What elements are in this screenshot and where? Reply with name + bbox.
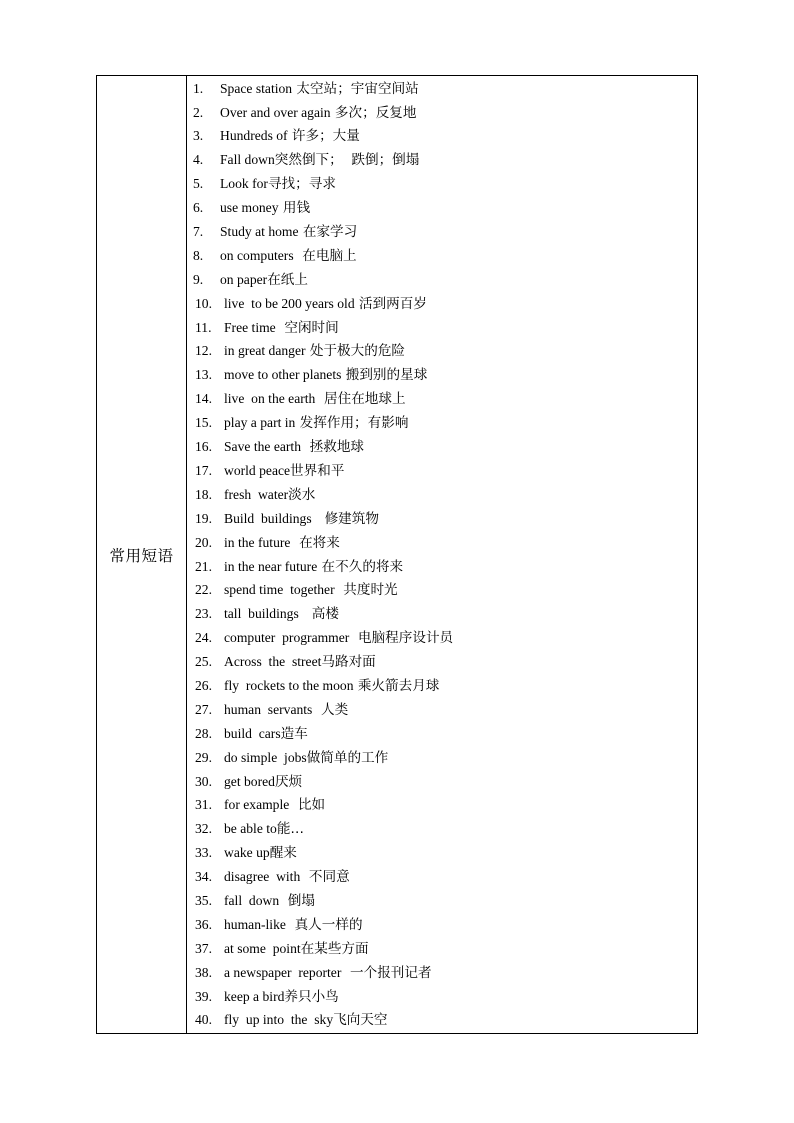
chinese-translation: 在某些方面 — [300, 940, 369, 957]
item-number: 23. — [195, 606, 212, 622]
english-phrase: be able to — [224, 821, 277, 837]
english-phrase: Build buildings — [224, 510, 312, 526]
list-item — [187, 602, 697, 626]
item-number: 30. — [195, 773, 212, 789]
item-number: 15. — [195, 415, 212, 431]
chinese-translation: 醒来 — [269, 845, 297, 862]
list-item — [187, 626, 697, 650]
chinese-translation: 拯救地球 — [301, 439, 365, 456]
item-number: 18. — [195, 486, 212, 502]
english-phrase: at some point — [224, 940, 301, 956]
chinese-translation: 养只小鸟 — [284, 988, 339, 1005]
list-item — [187, 292, 697, 316]
list-item — [187, 889, 697, 913]
english-phrase: build cars — [224, 725, 281, 741]
english-phrase: Hundreds of — [220, 128, 288, 144]
item-number: 9. — [193, 271, 204, 287]
english-phrase: in great danger — [224, 343, 306, 359]
item-number: 25. — [195, 654, 212, 670]
list-item — [187, 387, 697, 411]
item-number: 6. — [193, 200, 204, 216]
item-number: 21. — [195, 558, 212, 574]
chinese-translation: 在电脑上 — [293, 247, 357, 264]
chinese-translation: 人类 — [312, 701, 349, 718]
list-item — [187, 148, 697, 172]
chinese-translation: 比如 — [289, 797, 326, 814]
item-number: 12. — [195, 343, 212, 359]
english-phrase: on paper — [220, 271, 268, 287]
chinese-translation: 厌烦 — [274, 773, 303, 790]
item-number: 39. — [195, 988, 212, 1004]
chinese-translation: 居住在地球上 — [315, 391, 406, 408]
item-number: 22. — [195, 582, 212, 598]
list-item — [187, 411, 697, 435]
english-phrase: Save the earth — [224, 439, 301, 455]
chinese-translation: 能… — [276, 821, 305, 838]
chinese-translation: 电脑程序设计员 — [349, 630, 454, 647]
list-item — [187, 172, 697, 196]
chinese-translation: 造车 — [280, 725, 308, 742]
chinese-translation: 许多；大量 — [287, 128, 360, 145]
item-number: 14. — [195, 391, 212, 407]
item-number: 13. — [195, 367, 212, 383]
list-item — [187, 507, 697, 531]
item-number: 5. — [193, 176, 204, 192]
chinese-translation: 在不久的将来 — [317, 558, 404, 575]
english-phrase: Study at home — [220, 224, 299, 240]
item-number: 35. — [195, 892, 212, 908]
list-item — [187, 483, 697, 507]
item-number: 8. — [193, 247, 204, 263]
list-item — [187, 961, 697, 985]
chinese-translation: 在家学习 — [298, 224, 358, 241]
list-item — [187, 674, 697, 698]
item-number: 24. — [195, 630, 212, 646]
chinese-translation: 用钱 — [278, 200, 311, 217]
english-phrase: disagree with — [224, 869, 301, 885]
chinese-translation: 空闲时间 — [275, 319, 339, 336]
item-number: 3. — [193, 128, 204, 144]
list-item — [187, 650, 697, 674]
chinese-translation: 搬到别的星球 — [341, 367, 428, 384]
english-phrase: fly rockets to the moon — [224, 677, 354, 693]
item-number: 1. — [193, 80, 204, 96]
item-number: 17. — [195, 462, 212, 478]
english-phrase: live on the earth — [224, 391, 316, 407]
item-number: 31. — [195, 797, 212, 813]
english-phrase: Fall down — [220, 152, 275, 168]
chinese-translation: 乘火箭去月球 — [353, 677, 440, 694]
item-number: 34. — [195, 869, 212, 885]
english-phrase: fresh water — [224, 486, 289, 502]
list-item — [187, 865, 697, 889]
list-item — [187, 722, 697, 746]
list-item — [187, 698, 697, 722]
category-label: 常用短语 — [97, 76, 187, 1034]
list-item — [187, 268, 697, 292]
chinese-translation: 做简单的工作 — [306, 749, 389, 766]
list-item — [187, 101, 697, 125]
item-number: 11. — [195, 319, 212, 335]
item-number: 37. — [195, 940, 212, 956]
english-phrase: in the future — [224, 534, 291, 550]
english-phrase: Space station — [220, 80, 293, 96]
phrase-table — [96, 75, 698, 1034]
list-item — [187, 793, 697, 817]
chinese-translation: 真人一样的 — [285, 916, 363, 933]
list-item — [187, 817, 697, 841]
chinese-translation: 发挥作用；有影响 — [295, 415, 409, 432]
list-item — [187, 196, 697, 220]
list-item — [187, 746, 697, 770]
item-number: 19. — [195, 510, 212, 526]
chinese-translation: 淡水 — [288, 486, 316, 503]
list-item — [187, 316, 697, 340]
english-phrase: Free time — [224, 319, 276, 335]
english-phrase: in the near future — [224, 558, 318, 574]
item-number: 20. — [195, 534, 212, 550]
chinese-translation: 马路对面 — [321, 654, 376, 671]
list-item — [187, 985, 697, 1009]
chinese-translation: 在将来 — [290, 534, 340, 551]
english-phrase: fall down — [224, 892, 280, 908]
list-item — [187, 244, 697, 268]
english-phrase: get bored — [224, 773, 275, 789]
chinese-translation: 处于极大的危险 — [305, 343, 406, 360]
chinese-translation: 高楼 — [298, 606, 339, 623]
english-phrase: for example — [224, 797, 290, 813]
item-number: 16. — [195, 439, 212, 455]
list-item — [187, 555, 697, 579]
chinese-translation: 共度时光 — [334, 582, 398, 599]
english-phrase: on computers — [220, 247, 294, 263]
chinese-translation: 在纸上 — [267, 271, 308, 288]
english-phrase: Over and over again — [220, 104, 331, 120]
chinese-translation: 寻找；寻求 — [267, 176, 336, 193]
english-phrase: fly up into the sky — [224, 1012, 334, 1028]
item-number: 32. — [195, 821, 212, 837]
item-number: 2. — [193, 104, 204, 120]
list-item — [187, 531, 697, 555]
list-item — [187, 339, 697, 363]
english-phrase: play a part in — [224, 415, 296, 431]
english-phrase: computer programmer — [224, 630, 350, 646]
english-phrase: use money — [220, 200, 279, 216]
list-item — [187, 841, 697, 865]
list-item — [187, 435, 697, 459]
item-number: 38. — [195, 964, 212, 980]
list-item — [187, 459, 697, 483]
chinese-translation: 太空站；宇宙空间站 — [292, 80, 419, 97]
list-item — [187, 937, 697, 961]
item-number: 7. — [193, 224, 204, 240]
english-phrase: world peace — [224, 462, 291, 478]
english-phrase: keep a bird — [224, 988, 285, 1004]
item-number: 10. — [195, 295, 212, 311]
item-number: 40. — [195, 1012, 212, 1028]
english-phrase: live to be 200 years old — [224, 295, 355, 311]
english-phrase: wake up — [224, 845, 270, 861]
item-number: 26. — [195, 677, 212, 693]
english-phrase: Across the street — [224, 654, 322, 670]
list-item — [187, 363, 697, 387]
english-phrase: spend time together — [224, 582, 335, 598]
list-item — [187, 913, 697, 937]
list-item — [187, 124, 697, 148]
table-row — [97, 76, 698, 1034]
list-item — [187, 578, 697, 602]
list-item — [187, 770, 697, 794]
english-phrase: move to other planets — [224, 367, 342, 383]
chinese-translation: 飞向天空 — [333, 1012, 388, 1029]
chinese-translation: 修建筑物 — [311, 510, 379, 527]
item-number: 4. — [193, 152, 204, 168]
chinese-translation: 突然倒下； 跌倒；倒塌 — [274, 152, 420, 169]
chinese-translation: 一个报刊记者 — [341, 964, 432, 981]
item-number: 27. — [195, 701, 212, 717]
list-item — [187, 1008, 697, 1032]
list-item — [187, 77, 697, 101]
item-number: 36. — [195, 916, 212, 932]
chinese-translation: 活到两百岁 — [354, 295, 427, 312]
list-item — [187, 220, 697, 244]
chinese-translation: 不同意 — [300, 869, 350, 886]
chinese-translation: 世界和平 — [290, 462, 345, 479]
phrase-list-cell — [187, 76, 698, 1034]
phrase-list — [187, 77, 697, 1033]
english-phrase: human-like — [224, 916, 286, 932]
english-phrase: human servants — [224, 701, 313, 717]
item-number: 29. — [195, 749, 212, 765]
item-number: 33. — [195, 845, 212, 861]
item-number: 28. — [195, 725, 212, 741]
english-phrase: tall buildings — [224, 606, 299, 622]
english-phrase: Look for — [220, 176, 268, 192]
chinese-translation: 倒塌 — [279, 892, 315, 909]
english-phrase: do simple jobs — [224, 749, 307, 765]
english-phrase: a newspaper reporter — [224, 964, 342, 980]
chinese-translation: 多次；反复地 — [330, 104, 417, 121]
